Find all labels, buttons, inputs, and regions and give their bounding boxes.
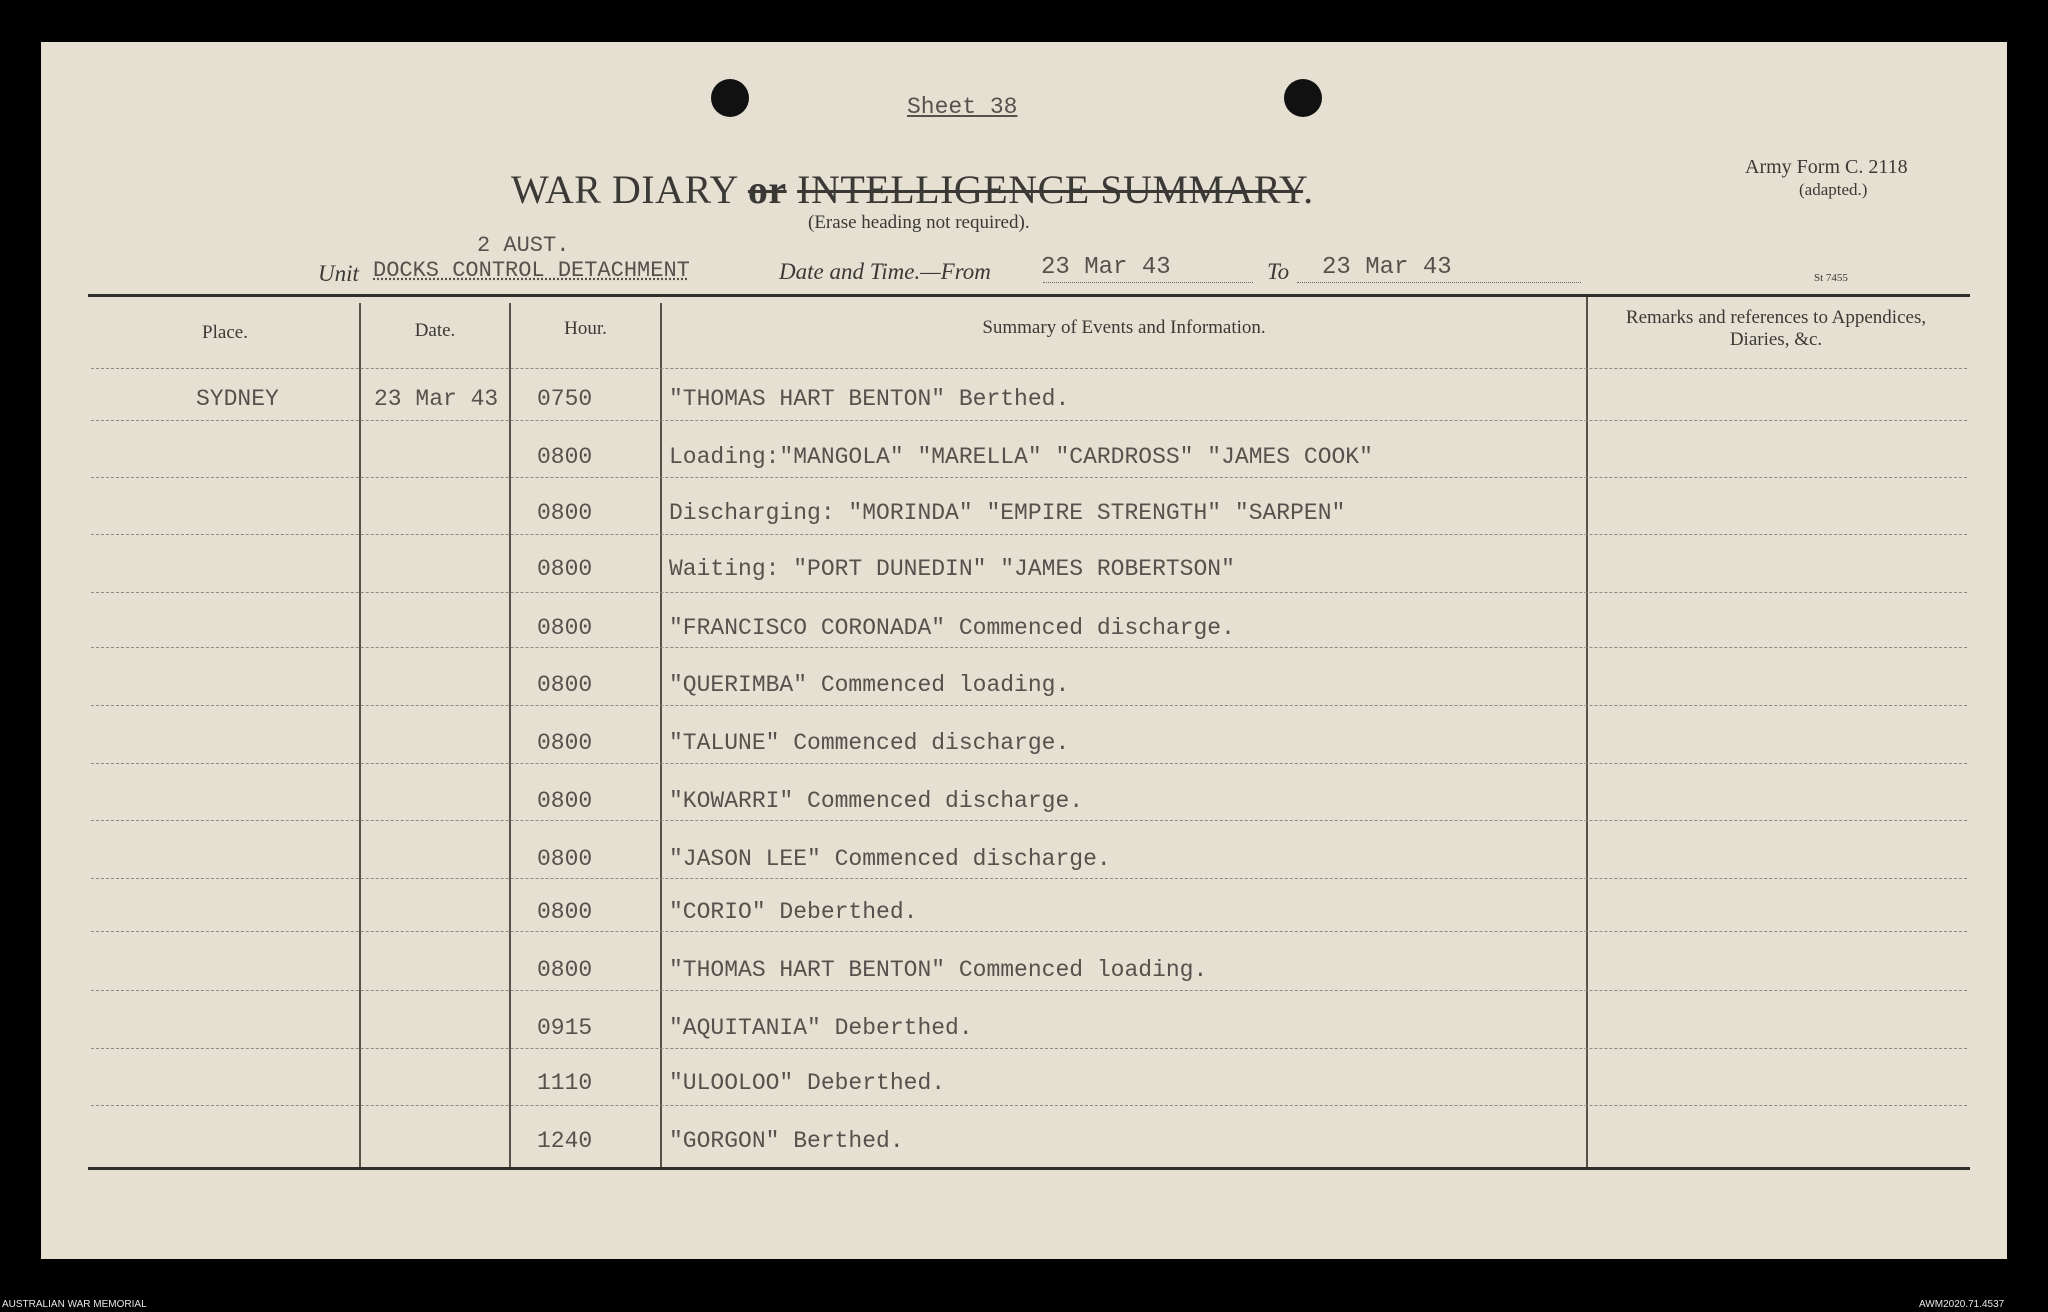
to-date: 23 Mar 43 xyxy=(1322,254,1452,281)
title-struck: INTELLIGENCE SUMMARY xyxy=(797,167,1304,212)
row-separator xyxy=(91,592,1967,593)
from-date: 23 Mar 43 xyxy=(1041,254,1171,281)
row-summary: Loading:"MANGOLA" "MARELLA" "CARDROSS" "JAMES COOK" xyxy=(669,444,1373,470)
row-separator xyxy=(91,647,1967,648)
row-separator xyxy=(91,705,1967,706)
row-hour: 0800 xyxy=(537,500,593,526)
row-summary: "QUERIMBA" Commenced loading. xyxy=(669,672,1070,698)
form-title xyxy=(511,166,1314,213)
row-summary: Discharging: "MORINDA" "EMPIRE STRENGTH" "SARPEN" xyxy=(669,500,1346,526)
col-divider-hour xyxy=(660,303,662,1167)
row-separator xyxy=(91,763,1967,764)
row-separator xyxy=(91,931,1967,932)
table-bottom-rule xyxy=(88,1167,1970,1170)
row-separator xyxy=(91,477,1967,478)
row-place: SYDNEY xyxy=(196,386,279,412)
st-code: St 7455 xyxy=(1814,272,1848,284)
from-dotted-line xyxy=(1043,282,1253,283)
to-label: To xyxy=(1267,259,1290,284)
row-separator xyxy=(91,990,1967,991)
row-hour: 0800 xyxy=(537,672,593,698)
row-hour: 0800 xyxy=(537,788,593,814)
col-header-summary: Summary of Events and Information. xyxy=(982,317,1266,338)
row-summary: Waiting: "PORT DUNEDIN" "JAMES ROBERTSON" xyxy=(669,556,1235,582)
row-summary: "THOMAS HART BENTON" Berthed. xyxy=(669,386,1070,412)
col-header-remarks: Remarks and references to Appendices, Diaries, &c. xyxy=(1625,307,1927,350)
col-divider-summary xyxy=(1586,297,1588,1167)
title-or: or xyxy=(747,167,787,212)
row-hour: 0800 xyxy=(537,846,593,872)
col-header-date: Date. xyxy=(414,320,456,341)
unit-label: Unit xyxy=(318,261,359,286)
col-header-hour: Hour. xyxy=(564,318,607,339)
row-summary: "FRANCISCO CORONADA" Commenced discharge. xyxy=(669,615,1235,641)
army-form-number: Army Form C. 2118 xyxy=(1745,156,1908,178)
row-separator xyxy=(91,1105,1967,1106)
unit-line1: 2 AUST. xyxy=(477,233,570,258)
col-header-place: Place. xyxy=(202,322,248,343)
row-hour: 0800 xyxy=(537,730,593,756)
col-divider-date xyxy=(509,303,511,1167)
row-summary: "GORGON" Berthed. xyxy=(669,1128,904,1154)
row-summary: "ULOOLOO" Deberthed. xyxy=(669,1070,946,1096)
row-summary: "KOWARRI" Commenced discharge. xyxy=(669,788,1084,814)
table-top-rule xyxy=(88,294,1970,297)
erase-note: (Erase heading not required). xyxy=(808,212,1030,233)
row-hour: 0800 xyxy=(537,556,593,582)
footer-accession: AWM2020.71.4537 xyxy=(1919,1299,2005,1310)
unit-line2: DOCKS CONTROL DETACHMENT xyxy=(373,258,690,283)
date-time-label: Date and Time.—From xyxy=(779,259,991,284)
title-end: . xyxy=(1303,167,1314,212)
row-summary: "AQUITANIA" Deberthed. xyxy=(669,1015,973,1041)
row-date: 23 Mar 43 xyxy=(374,386,499,412)
punch-hole-right xyxy=(1284,79,1322,117)
punch-hole-left xyxy=(711,79,749,117)
sheet-number: Sheet 38 xyxy=(907,94,1018,120)
title-main: WAR DIARY xyxy=(511,167,738,212)
row-hour: 0915 xyxy=(537,1015,593,1041)
header-divider xyxy=(91,368,1967,369)
row-summary: "CORIO" Deberthed. xyxy=(669,899,918,925)
diary-sheet xyxy=(41,42,2007,1259)
row-summary: "THOMAS HART BENTON" Commenced loading. xyxy=(669,957,1208,983)
row-separator xyxy=(91,534,1967,535)
row-hour: 1110 xyxy=(537,1070,593,1096)
row-hour: 0800 xyxy=(537,615,593,641)
row-hour: 0800 xyxy=(537,957,593,983)
row-hour: 0800 xyxy=(537,899,593,925)
row-separator xyxy=(91,878,1967,879)
row-separator xyxy=(91,1048,1967,1049)
col-divider-place xyxy=(359,303,361,1167)
adapted-note: (adapted.) xyxy=(1799,180,1868,199)
to-dotted-line xyxy=(1297,282,1581,283)
row-separator xyxy=(91,420,1967,421)
row-summary: "TALUNE" Commenced discharge. xyxy=(669,730,1070,756)
row-hour: 0800 xyxy=(537,444,593,470)
row-separator xyxy=(91,820,1967,821)
footer-archive: AUSTRALIAN WAR MEMORIAL xyxy=(2,1299,147,1310)
row-summary: "JASON LEE" Commenced discharge. xyxy=(669,846,1111,872)
row-hour: 1240 xyxy=(537,1128,593,1154)
row-hour: 0750 xyxy=(537,386,593,412)
